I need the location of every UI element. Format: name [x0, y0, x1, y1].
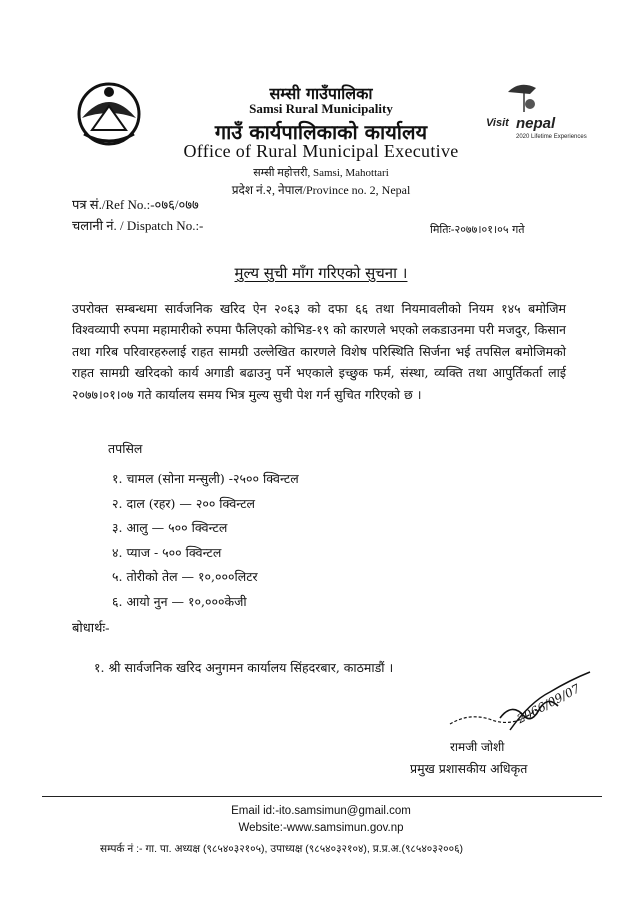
dispatch-number: चलानी नं. / Dispatch No.:-	[72, 218, 204, 233]
office-name-np: गाउँ कार्यपालिकाको कार्यालय	[214, 120, 428, 144]
footer-email: Email id:-ito.samsimun@gmail.com	[231, 805, 411, 817]
municipality-name-np: सम्सी गाउँपालिका	[269, 84, 373, 103]
list-item: २. दाल (रहर) — २०० क्विन्टल	[112, 495, 256, 511]
signer-name: रामजी जोशी	[450, 740, 505, 754]
list-item: ४. प्याज - ५०० क्विन्टल	[112, 544, 222, 560]
footer-contact: सम्पर्क नं :- गा. पा. अध्यक्ष (९८५४०३२१०५), उपाध्यक्ष (९८५४०३२१०४), प्र.प्र.अ.(९८५४०३२००६)	[100, 843, 464, 855]
item-list	[112, 470, 299, 617]
cc-label: बोधार्थः-	[72, 620, 110, 635]
cc-recipient: १. श्री सार्वजनिक खरिद अनुगमन कार्यालय सिंहदरबार, काठमाडौं ।	[94, 660, 394, 675]
svg-text:2020 Lifetime Experiences: 2020 Lifetime Experiences	[516, 134, 587, 140]
svg-text:nepal: nepal	[516, 115, 556, 132]
letter-date: मितिः-२०७७।०१।०५ गते	[430, 223, 525, 236]
office-name-en: Office of Rural Municipal Executive	[183, 141, 459, 161]
list-item: ६. आयो नुन — १०,०००केजी	[112, 593, 247, 609]
reference-number: पत्र सं./Ref No.:-०७६/०७७	[72, 197, 199, 212]
footer-website: Website:-www.samsimun.gov.np	[238, 822, 404, 834]
svg-text:Visit: Visit	[486, 117, 509, 129]
office-address: सम्सी महोत्तरी, Samsi, Mahottari	[253, 167, 389, 179]
handwritten-signature	[440, 662, 600, 742]
municipality-name-en: Samsi Rural Municipality	[249, 101, 393, 116]
details-label: तपसिल	[108, 441, 143, 456]
list-item: ३. आलु — ५०० क्विन्टल	[112, 520, 228, 535]
office-province: प्रदेश नं.२, नेपाल/Province no. 2, Nepal	[231, 183, 411, 197]
letter-subject: मुल्य सुची माँग गरिएको सुचना ।	[234, 264, 408, 282]
signer-title: प्रमुख प्रशासकीय अधिकृत	[410, 761, 528, 776]
list-item: ५. तोरीको तेल — १०,०००लिटर	[112, 569, 258, 584]
letter-body: उपरोक्त सम्बन्धमा सार्वजनिक खरिद ऐन २०६३ को दफा ६६ तथा नियमावलीको नियम १४५ बमोजिम विश्वव्यापी रुपमा महामारीको रुपमा फैलिएको कोभिड-१९ को कारणले भएको लकडाउनमा परी मजदुर, किसान तथा गरिब परिवारहरुलाई राहत सामग्री उल्लेखित कारणले विशेष परिस्थिति सिर्जना भई तपसिल बमोजिमको राहत सामग्री खरिदको कार्य अगाडी बढाउनु पर्ने भएकाले इच्छुक फर्म, संस्था, व्यक्ति तथा आपुर्तिकर्ता लाई २०७७।०१।०७ गते कार्यालय समय भित्र मुल्य सुची पेश गर्न सुचित गरिएको छ ।	[72, 301, 566, 402]
footer-divider	[42, 796, 602, 797]
svg-text:2066/09/07: 2066/09/07	[514, 681, 583, 727]
list-item: १. चामल (सोना मन्सुली) -२५०० क्विन्टल	[112, 471, 299, 486]
